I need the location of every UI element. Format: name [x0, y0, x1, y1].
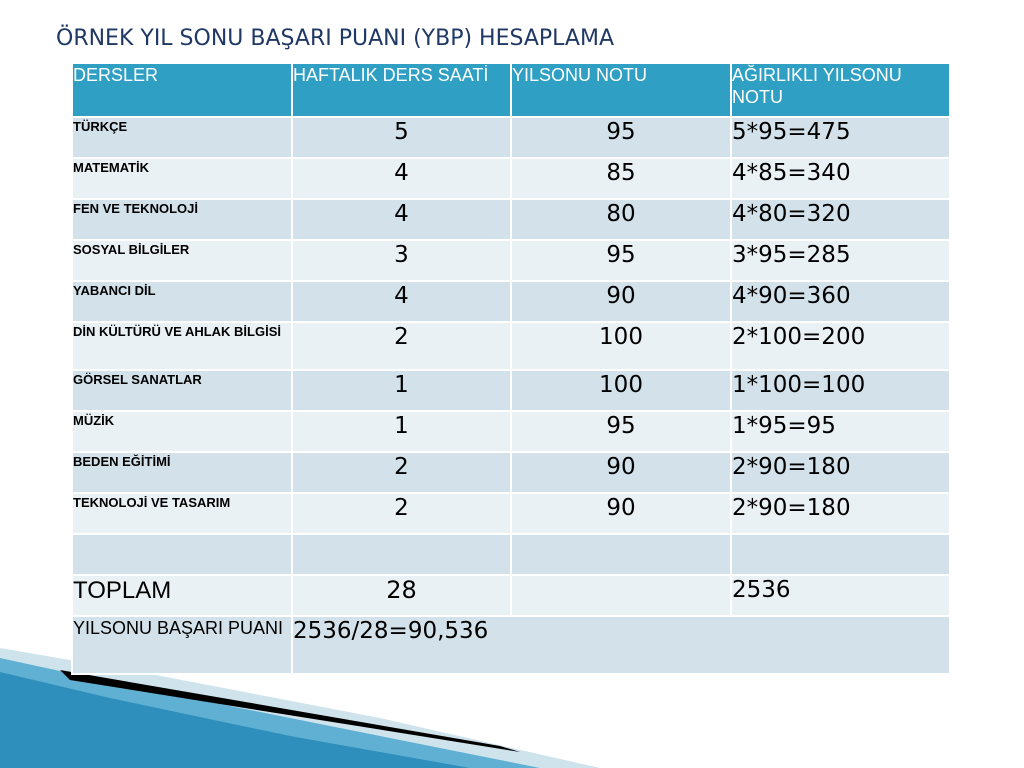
cell-agirlikli: 2*100=200 [731, 322, 950, 370]
empty-cell [72, 534, 292, 575]
cell-ders: GÖRSEL SANATLAR [72, 370, 292, 411]
cell-agirlikli: 1*95=95 [731, 411, 950, 452]
table-row [72, 493, 950, 534]
cell-not: 90 [511, 281, 731, 322]
ybp-table [71, 62, 951, 675]
cell-agirlikli: 4*85=340 [731, 158, 950, 199]
table-header-row [72, 63, 950, 117]
empty-cell [731, 534, 950, 575]
final-label: YILSONU BAŞARI PUANI [72, 616, 292, 674]
cell-agirlikli: 3*95=285 [731, 240, 950, 281]
cell-agirlikli: 2*90=180 [731, 452, 950, 493]
total-row [72, 575, 950, 616]
table-row [72, 158, 950, 199]
cell-not: 100 [511, 370, 731, 411]
table-row [72, 117, 950, 158]
header-dersler: DERSLER [72, 63, 292, 117]
cell-saat: 4 [292, 281, 511, 322]
cell-saat: 4 [292, 199, 511, 240]
cell-ders: TEKNOLOJİ VE TASARIM [72, 493, 292, 534]
final-value: 2536/28=90,536 [292, 616, 950, 674]
cell-ders: TÜRKÇE [72, 117, 292, 158]
cell-agirlikli: 1*100=100 [731, 370, 950, 411]
empty-cell [292, 534, 511, 575]
table-row [72, 370, 950, 411]
total-not-empty [511, 575, 731, 616]
cell-ders: SOSYAL BİLGİLER [72, 240, 292, 281]
header-agirlikli-yilsonu-notu: AĞIRLIKLI YILSONU NOTU [731, 63, 950, 117]
table-row [72, 199, 950, 240]
final-score-row [72, 616, 950, 674]
cell-ders: MÜZİK [72, 411, 292, 452]
cell-not: 95 [511, 117, 731, 158]
table-row [72, 411, 950, 452]
cell-saat: 2 [292, 493, 511, 534]
cell-ders: YABANCI DİL [72, 281, 292, 322]
empty-cell [511, 534, 731, 575]
cell-agirlikli: 2*90=180 [731, 493, 950, 534]
cell-saat: 1 [292, 370, 511, 411]
cell-saat: 2 [292, 322, 511, 370]
header-haftalik-ders-saati: HAFTALIK DERS SAATİ [292, 63, 511, 117]
cell-saat: 1 [292, 411, 511, 452]
table-row [72, 322, 950, 370]
cell-not: 100 [511, 322, 731, 370]
total-label: TOPLAM [72, 575, 292, 616]
cell-saat: 3 [292, 240, 511, 281]
table-row [72, 452, 950, 493]
cell-not: 95 [511, 240, 731, 281]
cell-agirlikli: 4*90=360 [731, 281, 950, 322]
cell-ders: BEDEN EĞİTİMİ [72, 452, 292, 493]
page-title: ÖRNEK YIL SONU BAŞARI PUANI (YBP) HESAPLAMA [56, 26, 615, 51]
cell-ders: DİN KÜLTÜRÜ VE AHLAK BİLGİSİ [72, 322, 292, 370]
empty-row [72, 534, 950, 575]
cell-saat: 4 [292, 158, 511, 199]
total-saat: 28 [292, 575, 511, 616]
header-yilsonu-notu: YILSONU NOTU [511, 63, 731, 117]
cell-saat: 2 [292, 452, 511, 493]
cell-not: 85 [511, 158, 731, 199]
cell-ders: MATEMATİK [72, 158, 292, 199]
cell-agirlikli: 5*95=475 [731, 117, 950, 158]
cell-not: 90 [511, 493, 731, 534]
cell-not: 80 [511, 199, 731, 240]
cell-ders: FEN VE TEKNOLOJİ [72, 199, 292, 240]
cell-not: 90 [511, 452, 731, 493]
cell-saat: 5 [292, 117, 511, 158]
total-agirlikli: 2536 [731, 575, 950, 616]
table-row [72, 281, 950, 322]
cell-agirlikli: 4*80=320 [731, 199, 950, 240]
table-row [72, 240, 950, 281]
cell-not: 95 [511, 411, 731, 452]
